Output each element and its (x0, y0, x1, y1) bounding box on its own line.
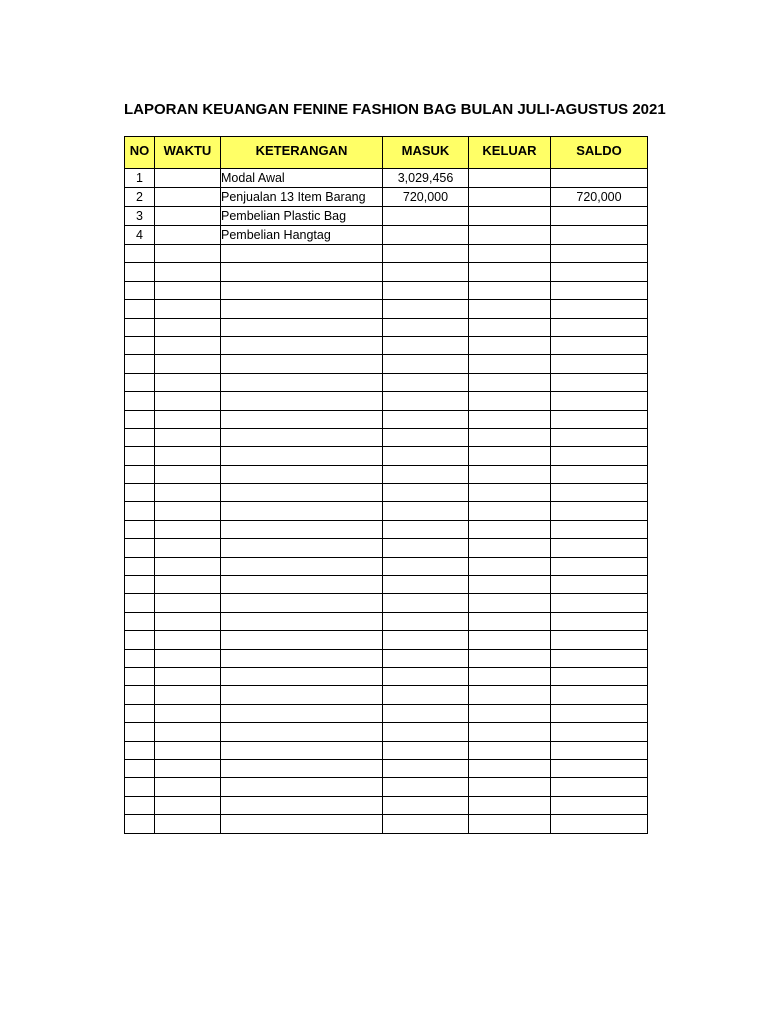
cell-masuk (383, 649, 469, 667)
cell-keluar (469, 169, 551, 188)
cell-keterangan (221, 631, 383, 649)
cell-waktu (155, 373, 221, 391)
cell-no (125, 631, 155, 649)
cell-no (125, 245, 155, 263)
table-row (125, 723, 648, 741)
cell-no: 3 (125, 207, 155, 226)
cell-saldo (551, 667, 648, 685)
table-row (125, 318, 648, 336)
cell-keluar (469, 667, 551, 685)
cell-no (125, 447, 155, 465)
cell-no (125, 741, 155, 759)
cell-keluar (469, 484, 551, 502)
cell-waktu (155, 188, 221, 207)
cell-masuk (383, 594, 469, 612)
cell-keterangan: Modal Awal (221, 169, 383, 188)
cell-waktu (155, 465, 221, 483)
cell-saldo (551, 318, 648, 336)
cell-keterangan (221, 300, 383, 318)
cell-keterangan (221, 649, 383, 667)
cell-no: 4 (125, 226, 155, 245)
table-row (125, 263, 648, 281)
cell-keterangan (221, 594, 383, 612)
cell-masuk (383, 759, 469, 777)
cell-keterangan (221, 557, 383, 575)
table-row (125, 336, 648, 354)
cell-masuk (383, 686, 469, 704)
cell-keluar (469, 410, 551, 428)
cell-keluar (469, 207, 551, 226)
cell-keterangan (221, 759, 383, 777)
table-row (125, 373, 648, 391)
cell-saldo (551, 502, 648, 520)
cell-masuk (383, 667, 469, 685)
cell-masuk (383, 796, 469, 814)
cell-masuk (383, 447, 469, 465)
table-row (125, 741, 648, 759)
cell-waktu (155, 557, 221, 575)
cell-saldo (551, 263, 648, 281)
cell-keluar (469, 557, 551, 575)
cell-keterangan (221, 723, 383, 741)
cell-no (125, 355, 155, 373)
cell-waktu (155, 318, 221, 336)
cell-keterangan (221, 318, 383, 336)
cell-keluar (469, 300, 551, 318)
cell-saldo (551, 594, 648, 612)
table-row (125, 447, 648, 465)
table-row (125, 484, 648, 502)
cell-keterangan (221, 245, 383, 263)
cell-masuk (383, 245, 469, 263)
cell-keluar (469, 631, 551, 649)
cell-waktu (155, 484, 221, 502)
cell-masuk (383, 484, 469, 502)
cell-waktu (155, 428, 221, 446)
cell-saldo (551, 465, 648, 483)
cell-saldo (551, 336, 648, 354)
cell-keluar (469, 520, 551, 538)
table-row (125, 410, 648, 428)
cell-keterangan (221, 281, 383, 299)
cell-masuk: 3,029,456 (383, 169, 469, 188)
table-row (125, 245, 648, 263)
table-row (125, 667, 648, 685)
cell-saldo (551, 557, 648, 575)
table-row (125, 502, 648, 520)
cell-keluar (469, 245, 551, 263)
table-row (125, 612, 648, 630)
cell-saldo (551, 723, 648, 741)
cell-waktu (155, 723, 221, 741)
cell-masuk (383, 226, 469, 245)
cell-saldo (551, 520, 648, 538)
table-row (125, 594, 648, 612)
cell-no (125, 557, 155, 575)
cell-saldo (551, 741, 648, 759)
cell-masuk (383, 631, 469, 649)
cell-keluar (469, 336, 551, 354)
cell-keterangan (221, 428, 383, 446)
cell-keluar (469, 355, 551, 373)
cell-no (125, 778, 155, 796)
header-saldo: SALDO (551, 137, 648, 169)
cell-waktu (155, 612, 221, 630)
cell-keluar (469, 226, 551, 245)
cell-masuk: 720,000 (383, 188, 469, 207)
cell-masuk (383, 502, 469, 520)
cell-keluar (469, 686, 551, 704)
cell-masuk (383, 373, 469, 391)
cell-waktu (155, 778, 221, 796)
header-keluar: KELUAR (469, 137, 551, 169)
cell-keluar (469, 465, 551, 483)
cell-saldo (551, 281, 648, 299)
cell-masuk (383, 539, 469, 557)
table-row (125, 557, 648, 575)
cell-keluar (469, 188, 551, 207)
cell-waktu (155, 520, 221, 538)
cell-saldo (551, 373, 648, 391)
table-body (125, 169, 648, 834)
cell-saldo (551, 428, 648, 446)
cell-saldo (551, 169, 648, 188)
cell-keterangan (221, 796, 383, 814)
table-row (125, 392, 648, 410)
cell-keterangan: Pembelian Plastic Bag (221, 207, 383, 226)
cell-masuk (383, 428, 469, 446)
table-row (125, 355, 648, 373)
cell-no: 2 (125, 188, 155, 207)
cell-keterangan (221, 355, 383, 373)
cell-keterangan (221, 263, 383, 281)
cell-waktu (155, 169, 221, 188)
cell-keterangan (221, 392, 383, 410)
cell-keluar (469, 281, 551, 299)
cell-saldo (551, 686, 648, 704)
cell-masuk (383, 778, 469, 796)
cell-saldo (551, 576, 648, 594)
cell-masuk (383, 723, 469, 741)
cell-keterangan: Pembelian Hangtag (221, 226, 383, 245)
cell-waktu (155, 576, 221, 594)
table-row (125, 300, 648, 318)
cell-saldo (551, 796, 648, 814)
cell-waktu (155, 226, 221, 245)
table-row (125, 207, 648, 226)
cell-keluar (469, 723, 551, 741)
cell-waktu (155, 815, 221, 833)
cell-keluar (469, 502, 551, 520)
cell-masuk (383, 815, 469, 833)
header-keterangan: KETERANGAN (221, 137, 383, 169)
cell-keterangan (221, 336, 383, 354)
cell-masuk (383, 281, 469, 299)
cell-no (125, 336, 155, 354)
cell-masuk (383, 207, 469, 226)
cell-keluar (469, 428, 551, 446)
cell-no (125, 373, 155, 391)
cell-no (125, 704, 155, 722)
cell-keluar (469, 759, 551, 777)
cell-keterangan (221, 373, 383, 391)
cell-no (125, 318, 155, 336)
cell-saldo (551, 649, 648, 667)
cell-saldo (551, 631, 648, 649)
cell-saldo (551, 207, 648, 226)
cell-waktu (155, 300, 221, 318)
cell-keluar (469, 612, 551, 630)
cell-waktu (155, 759, 221, 777)
cell-no (125, 281, 155, 299)
cell-no (125, 759, 155, 777)
cell-saldo (551, 759, 648, 777)
cell-no: 1 (125, 169, 155, 188)
cell-no (125, 410, 155, 428)
cell-no (125, 815, 155, 833)
cell-masuk (383, 355, 469, 373)
cell-keluar (469, 318, 551, 336)
table-row (125, 539, 648, 557)
cell-no (125, 667, 155, 685)
cell-keluar (469, 539, 551, 557)
cell-keterangan (221, 484, 383, 502)
cell-keterangan (221, 815, 383, 833)
cell-keluar (469, 392, 551, 410)
cell-waktu (155, 207, 221, 226)
cell-no (125, 594, 155, 612)
cell-masuk (383, 392, 469, 410)
cell-saldo (551, 355, 648, 373)
cell-no (125, 520, 155, 538)
cell-keluar (469, 447, 551, 465)
table-row (125, 576, 648, 594)
cell-keluar (469, 778, 551, 796)
cell-waktu (155, 263, 221, 281)
cell-no (125, 428, 155, 446)
cell-waktu (155, 392, 221, 410)
table-row (125, 778, 648, 796)
cell-keterangan (221, 520, 383, 538)
cell-keterangan (221, 741, 383, 759)
cell-no (125, 612, 155, 630)
cell-saldo (551, 447, 648, 465)
page-title: LAPORAN KEUANGAN FENINE FASHION BAG BULAN JULI-AGUSTUS 2021 (124, 101, 666, 118)
cell-waktu (155, 539, 221, 557)
cell-saldo (551, 539, 648, 557)
cell-keterangan (221, 539, 383, 557)
cell-masuk (383, 336, 469, 354)
finance-report-table (124, 136, 648, 834)
cell-masuk (383, 612, 469, 630)
cell-waktu (155, 667, 221, 685)
header-waktu: WAKTU (155, 137, 221, 169)
cell-keterangan (221, 612, 383, 630)
cell-waktu (155, 410, 221, 428)
cell-saldo (551, 392, 648, 410)
cell-waktu (155, 796, 221, 814)
cell-masuk (383, 741, 469, 759)
cell-no (125, 539, 155, 557)
cell-masuk (383, 704, 469, 722)
cell-saldo (551, 778, 648, 796)
cell-saldo (551, 300, 648, 318)
cell-no (125, 502, 155, 520)
cell-no (125, 300, 155, 318)
cell-no (125, 796, 155, 814)
cell-no (125, 576, 155, 594)
cell-masuk (383, 300, 469, 318)
cell-keterangan (221, 465, 383, 483)
table-row (125, 796, 648, 814)
table-row (125, 281, 648, 299)
cell-saldo (551, 704, 648, 722)
cell-keluar (469, 815, 551, 833)
cell-waktu (155, 502, 221, 520)
cell-saldo (551, 612, 648, 630)
cell-waktu (155, 355, 221, 373)
cell-keterangan (221, 447, 383, 465)
cell-masuk (383, 576, 469, 594)
cell-saldo: 720,000 (551, 188, 648, 207)
cell-no (125, 649, 155, 667)
header-no: NO (125, 137, 155, 169)
cell-keluar (469, 576, 551, 594)
cell-waktu (155, 245, 221, 263)
cell-waktu (155, 649, 221, 667)
header-masuk: MASUK (383, 137, 469, 169)
cell-waktu (155, 336, 221, 354)
table-row (125, 465, 648, 483)
cell-keluar (469, 741, 551, 759)
table-row (125, 188, 648, 207)
cell-no (125, 484, 155, 502)
table-row (125, 226, 648, 245)
cell-saldo (551, 245, 648, 263)
cell-keterangan (221, 778, 383, 796)
cell-masuk (383, 557, 469, 575)
cell-masuk (383, 410, 469, 428)
cell-waktu (155, 594, 221, 612)
cell-keterangan (221, 686, 383, 704)
cell-keluar (469, 796, 551, 814)
cell-waktu (155, 704, 221, 722)
cell-no (125, 686, 155, 704)
table-row (125, 704, 648, 722)
table-row (125, 649, 648, 667)
cell-waktu (155, 686, 221, 704)
table-header-row (125, 137, 648, 169)
cell-waktu (155, 741, 221, 759)
cell-masuk (383, 263, 469, 281)
table-row (125, 428, 648, 446)
cell-no (125, 392, 155, 410)
table-row (125, 686, 648, 704)
cell-keterangan (221, 576, 383, 594)
cell-no (125, 723, 155, 741)
table-row (125, 520, 648, 538)
cell-saldo (551, 226, 648, 245)
cell-saldo (551, 484, 648, 502)
cell-keterangan (221, 667, 383, 685)
table-row (125, 815, 648, 833)
cell-no (125, 465, 155, 483)
cell-keluar (469, 373, 551, 391)
cell-keluar (469, 263, 551, 281)
cell-masuk (383, 318, 469, 336)
cell-keterangan (221, 502, 383, 520)
cell-waktu (155, 631, 221, 649)
cell-keluar (469, 594, 551, 612)
cell-masuk (383, 465, 469, 483)
cell-no (125, 263, 155, 281)
cell-waktu (155, 447, 221, 465)
cell-keterangan (221, 410, 383, 428)
cell-keluar (469, 704, 551, 722)
table-row (125, 759, 648, 777)
cell-saldo (551, 815, 648, 833)
table-row (125, 631, 648, 649)
cell-keterangan (221, 704, 383, 722)
table-row (125, 169, 648, 188)
cell-saldo (551, 410, 648, 428)
cell-keluar (469, 649, 551, 667)
cell-masuk (383, 520, 469, 538)
cell-waktu (155, 281, 221, 299)
cell-keterangan: Penjualan 13 Item Barang (221, 188, 383, 207)
